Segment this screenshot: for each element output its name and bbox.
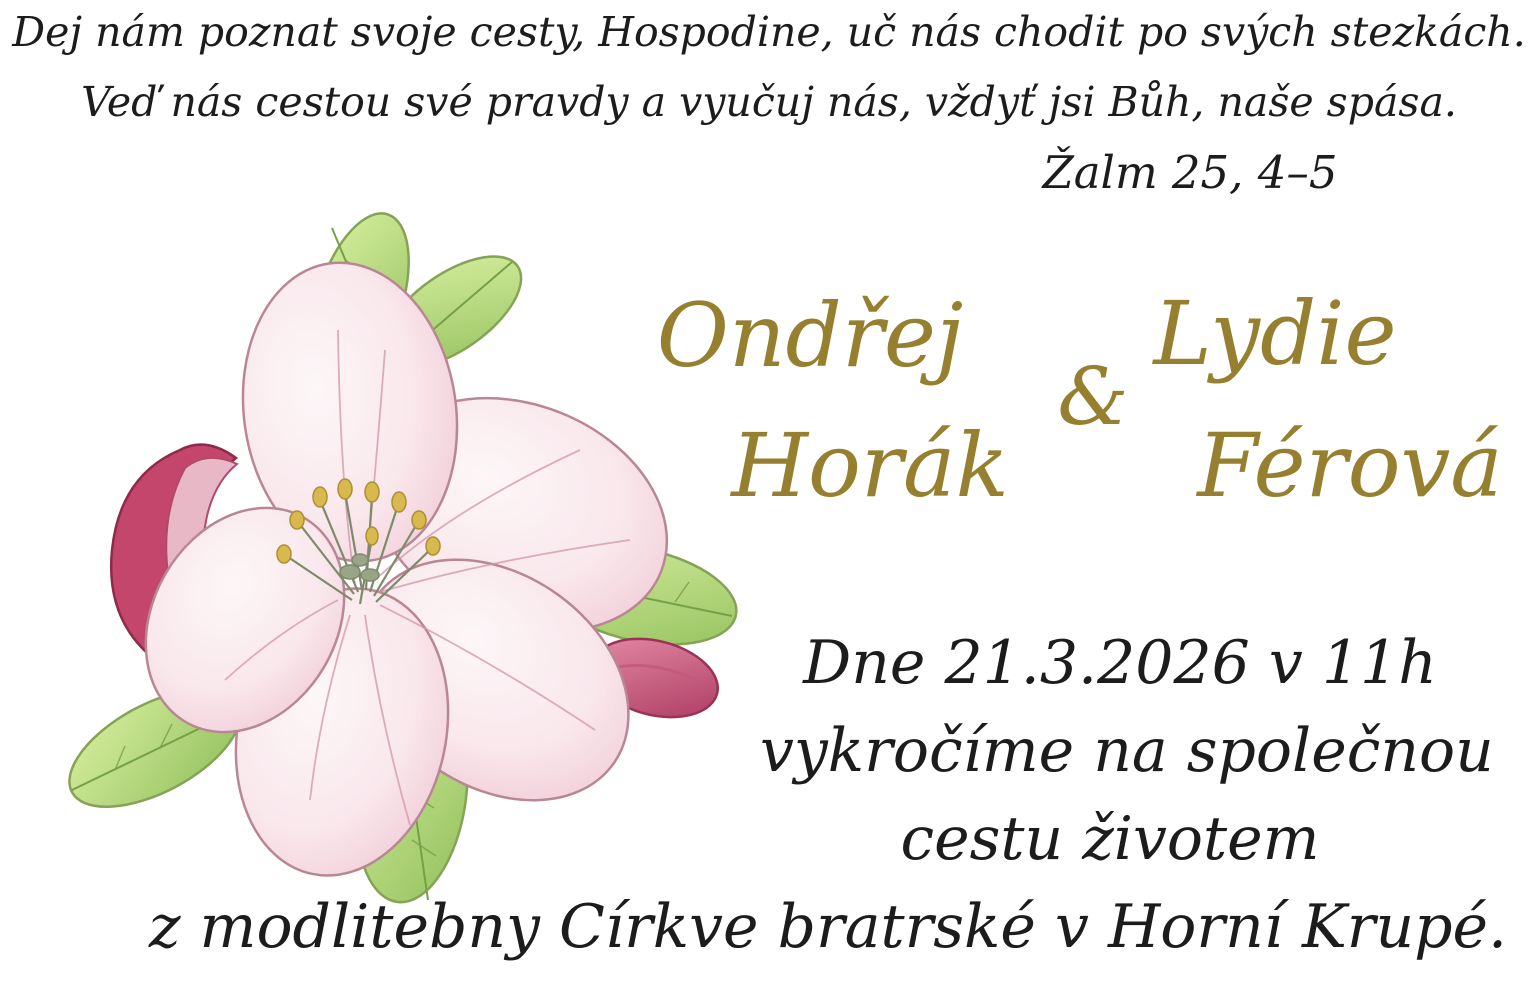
verse-line-1: Dej nám poznat svoje cesty, Hospodine, uč nás chodit po svých stezkách.: [12, 8, 1526, 56]
groom-last-name: Horák: [731, 414, 1009, 517]
event-location-line: z modlitebny Církve bratrské v Horní Krupé.: [148, 892, 1508, 962]
bride-first-name: Lydie: [1153, 282, 1397, 385]
bride-last-name: Férová: [1197, 414, 1503, 517]
verse-line-2: Veď nás cestou své pravdy a vyučuj nás, vždyť jsi Bůh, naše spása.: [81, 78, 1457, 126]
verse-reference: Žalm 25, 4–5: [1042, 146, 1338, 199]
flower-petals: [106, 249, 702, 896]
groom-first-name: Ondřej: [656, 284, 964, 387]
event-text-line-3: cestu životem: [900, 804, 1320, 874]
event-text-line-2: vykročíme na společnou: [760, 716, 1494, 786]
event-date-line: Dne 21.3.2026 v 11h: [803, 628, 1437, 698]
ampersand: &: [1057, 350, 1129, 443]
